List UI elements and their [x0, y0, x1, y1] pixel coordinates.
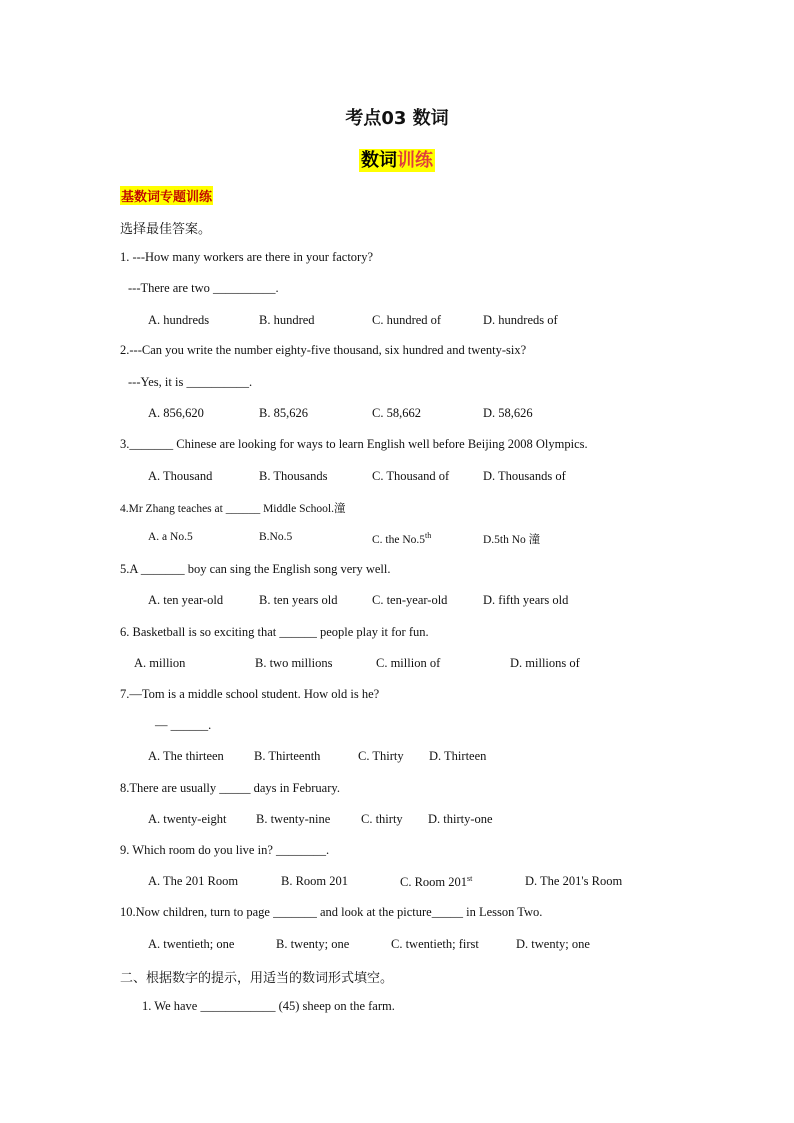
- question-9-option-c: [400, 874, 472, 890]
- question-4-option-c-text: C. the No.5: [372, 533, 426, 546]
- question-1-option-a: A. hundreds: [148, 313, 210, 327]
- question-2-response: ---Yes, it is __________.: [128, 375, 253, 389]
- page-subtitle: [0, 146, 794, 172]
- question-10-option-a: A. twentieth; one: [148, 937, 235, 951]
- question-6-stem: 6. Basketball is so exciting that ______ people play it for fun.: [120, 625, 429, 639]
- question-3-option-b: B. Thousands: [259, 469, 328, 483]
- question-5-stem: 5.A _______ boy can sing the English song very well.: [120, 562, 391, 576]
- question-7-response: — ______.: [155, 718, 212, 732]
- question-4-option-c-sup: th: [425, 531, 432, 540]
- question-2-stem: 2.---Can you write the number eighty-five thousand, six hundred and twenty-six?: [120, 343, 527, 357]
- question-9-option-a: A. The 201 Room: [148, 874, 239, 888]
- question-4-option-b: B.No.5: [259, 531, 293, 543]
- question-10-stem: 10.Now children, turn to page _______ and look at the picture_____ in Lesson Two.: [120, 905, 543, 919]
- question-1-option-c: C. hundred of: [372, 313, 442, 327]
- question-5-option-a: A. ten year-old: [148, 593, 224, 607]
- subtitle-part-a: 数词: [361, 150, 397, 171]
- question-6-option-a: A. million: [134, 656, 186, 670]
- section-heading-1: 基数词专题训练: [120, 186, 213, 205]
- question-10-option-d: D. twenty; one: [516, 937, 590, 951]
- instruction-text: 选择最佳答案。: [120, 222, 212, 237]
- question-1-option-d: D. hundreds of: [483, 313, 558, 327]
- question-2-option-b: B. 85,626: [259, 406, 308, 420]
- question-7-stem: 7.—Tom is a middle school student. How old is he?: [120, 687, 380, 701]
- question-4-stem: 4.Mr Zhang teaches at ______ Middle School.潼: [120, 503, 346, 515]
- question-9-option-b: B. Room 201: [281, 874, 349, 888]
- question-2-option-c: C. 58,662: [372, 406, 421, 420]
- question-3-option-d: D. Thousands of: [483, 469, 566, 483]
- question-4-option-d: D.5th No 潼: [483, 534, 541, 546]
- fill-in-question-1: 1. We have ____________ (45) sheep on the farm.: [142, 999, 395, 1013]
- question-9-option-c-text: C. Room 201: [400, 875, 468, 890]
- page-title: 考点03 数词: [345, 108, 449, 129]
- question-10-option-c: C. twentieth; first: [391, 937, 479, 951]
- question-3-option-c: C. Thousand of: [372, 469, 450, 483]
- question-10-option-b: B. twenty; one: [276, 937, 350, 951]
- question-3-stem: 3._______ Chinese are looking for ways to learn English well before Beijing 2008 Olympics.: [120, 437, 588, 451]
- question-5-option-d: D. fifth years old: [483, 593, 569, 607]
- question-7-option-b: B. Thirteenth: [254, 749, 321, 763]
- question-8-option-b: B. twenty-nine: [256, 812, 331, 826]
- section-heading-2: 二、根据数字的提示，用适当的数词形式填空。: [120, 971, 394, 986]
- question-7-option-c: C. Thirty: [358, 749, 404, 763]
- question-8-option-c: C. thirty: [361, 812, 403, 826]
- question-3-option-a: A. Thousand: [148, 469, 213, 483]
- question-8-option-d: D. thirty-one: [428, 812, 493, 826]
- question-4-option-a: A. a No.5: [148, 531, 193, 543]
- question-1-response: ---There are two __________.: [128, 281, 279, 295]
- question-6-option-c: C. million of: [376, 656, 441, 670]
- question-9-option-c-sup: st: [467, 874, 473, 883]
- question-4-option-c: [372, 531, 431, 546]
- subtitle-part-b: 训练: [397, 150, 433, 171]
- question-6-option-b: B. two millions: [255, 656, 333, 670]
- question-2-option-a: A. 856,620: [148, 406, 204, 420]
- question-7-option-d: D. Thirteen: [429, 749, 487, 763]
- question-1-stem: 1. ---How many workers are there in your factory?: [120, 250, 374, 264]
- question-9-stem: 9. Which room do you live in? ________.: [120, 843, 330, 857]
- question-8-option-a: A. twenty-eight: [148, 812, 227, 826]
- question-9-option-d: D. The 201's Room: [525, 874, 623, 888]
- question-5-option-c: C. ten-year-old: [372, 593, 448, 607]
- question-7-option-a: A. The thirteen: [148, 749, 224, 763]
- question-2-option-d: D. 58,626: [483, 406, 533, 420]
- subtitle-highlight: [359, 149, 435, 172]
- question-6-option-d: D. millions of: [510, 656, 580, 670]
- question-5-option-b: B. ten years old: [259, 593, 338, 607]
- question-1-option-b: B. hundred: [259, 313, 315, 327]
- question-8-stem: 8.There are usually _____ days in February.: [120, 781, 340, 795]
